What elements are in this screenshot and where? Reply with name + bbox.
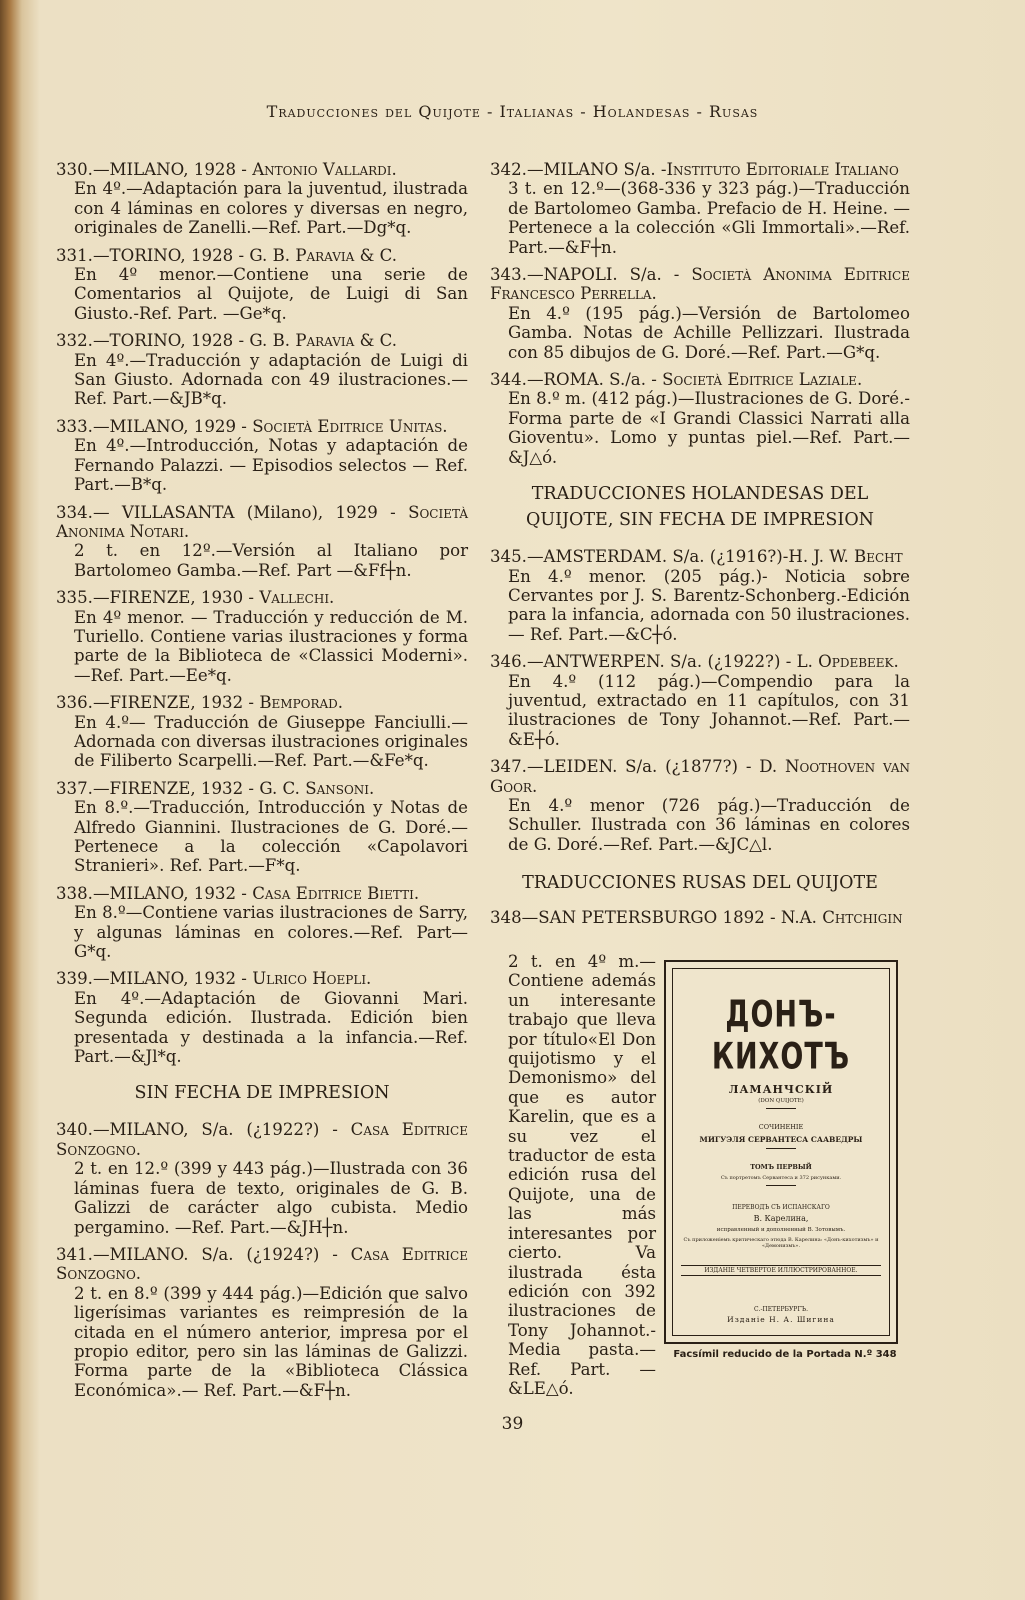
entry-heading-line (56, 1245, 468, 1284)
entry-heading: 340.—MILANO, S/a. (¿1922?) - (56, 1120, 351, 1140)
publisher-name: Casa Editrice Bietti. (252, 883, 420, 903)
entry-heading: 333.—MILANO, 1929 - (56, 416, 253, 436)
left-column (56, 160, 468, 1408)
entry-body: En 8.º.—Traducción, Introducción y Notas de Alfredo Giannini. Ilustraciones de G. Doré.— Pertenece a la colección «Capolavori Stranieri». Ref. Part.—F*q. (74, 798, 468, 876)
section-heading-holandesas: TRADUCCIONES HOLANDESAS DEL QUIJOTE, SIN FECHA DE IMPRESION (526, 484, 874, 531)
entry-heading-line (56, 331, 468, 350)
entry-heading: 338.—MILANO, 1932 - (56, 883, 253, 903)
catalog-entry (56, 1120, 468, 1236)
entry-heading-line (56, 503, 468, 542)
facsimile-city: С.-ПЕТЕРБУРГЪ. (754, 1306, 808, 1313)
entry-heading-line (490, 757, 910, 796)
catalog-entry (56, 779, 468, 876)
entry-heading-line (56, 246, 468, 265)
entry-heading: 346.—ANTWERPEN. S/a. (¿1922?) - L. (490, 652, 819, 672)
entry-heading: 334.— VILLASANTA (Milano), 1929 - (56, 502, 409, 522)
entry-body: En 4.º (112 pág.)—Compendio para la juventud, extractado en 11 capítulos, con 31 ilustraciones de Tony Johannot.—Ref. Part.—&E┼ó. (508, 671, 910, 749)
entry-heading-line (490, 265, 910, 304)
entry-heading-line (490, 547, 910, 566)
publisher-name: Chtchigin (822, 908, 903, 928)
catalog-entry (56, 969, 468, 1066)
publisher-name: Becht (854, 547, 903, 567)
facsimile-subtitle: ЛАМАНЧСКІЙ (728, 1083, 834, 1096)
catalog-entry (490, 652, 910, 749)
facsimile-sochinenie: СОЧИНЕНІЕ (758, 1123, 804, 1131)
catalog-entry (490, 160, 910, 257)
entry-heading: 345.—AMSTERDAM. S/a. (¿1916?)-H. J. W. (490, 547, 854, 567)
entry-body: En 8.º m. (412 pág.)—Ilustraciones de G. Doré.- Forma parte de «I Grandi Classici Narrati alla Gioventu». Lomo y puntas piel.—Ref. Part.— &J△ó. (508, 389, 910, 467)
publisher-name: Antonio Vallardi. (252, 160, 397, 179)
entry-heading: 347.—LEIDEN. S/a. (¿1877?) - D. (490, 757, 785, 777)
publisher-name: G. B. Paravia & C. (249, 245, 398, 265)
facsimile-tome-note: Съ портретомъ Сервантеса и 372 рисунками. (720, 1175, 842, 1181)
catalog-entry (490, 265, 910, 362)
entry-heading-line (56, 969, 468, 988)
page-header: Traducciones del Quijote - Italianas - Holandesas - Rusas (266, 102, 759, 121)
publisher-name: Società Editrice Laziale. (662, 370, 863, 390)
catalog-entry (490, 547, 910, 644)
publisher-name: Casa Editrice Sonzogno. (56, 1244, 468, 1284)
entry-348-heading (490, 908, 910, 927)
entry-heading-line (56, 417, 468, 436)
divider (766, 1185, 796, 1186)
entry-body: En 4º.—Traducción y adaptación de Luigi di San Giusto. Adornada con 49 ilustraciones.— Ref. Part.—&JB*q. (74, 350, 468, 409)
entry-heading-line (56, 779, 468, 798)
entry-heading: 342.—MILANO S/a. - (490, 160, 667, 179)
entry-heading-line (490, 370, 910, 389)
facsimile-title-page (664, 960, 898, 1344)
catalog-entry (56, 588, 468, 685)
entry-body: En 4º.—Introducción, Notas y adaptación de Fernando Palazzi. — Episodios selectos — Ref. Part.—B*q. (74, 436, 468, 495)
entry-heading: 337.—FIRENZE, 1932 - (56, 778, 260, 798)
catalog-entry (56, 160, 468, 238)
publisher-name: Instituto Editoriale Italiano (666, 160, 899, 179)
entry-heading: 332.—TORINO, 1928 - (56, 331, 250, 351)
facsimile-tome: ТОМЪ ПЕРВЫЙ (750, 1163, 812, 1171)
entry-body: En 4º menor.—Contiene una serie de Comentarios al Quijote, de Luigi di San Giusto.-Ref. Part. —Ge*q. (74, 265, 468, 323)
entry-heading-line (490, 652, 910, 671)
publisher-name: Società Anonima Editrice Francesco Perrella. (490, 265, 910, 304)
entry-body: En 4º.—Adaptación para la juventud, ilustrada con 4 láminas en colores y diversas en negro, originales de Zanelli.—Ref. Part.—Dg*q. (74, 179, 468, 238)
facsimile-publisher: Изданіе Н. А. Шигина (727, 1315, 835, 1324)
entry-heading: 348—SAN PETERSBURGO 1892 - N.A. (490, 908, 823, 928)
publisher-name: G. C. Sansoni. (259, 778, 375, 798)
publisher-name: Società Editrice Unitas. (252, 416, 448, 436)
entry-body: 2 t. en 8.º (399 y 444 pág.)—Edición que salvo ligerísimas variantes es reimpresión de la citada en el número anterior, impresa por el propio editor, pero sin las láminas de Galizzi. Forma parte de la «Biblioteca Clássica Económica».— Ref. Part.—&F┼n. (74, 1283, 468, 1400)
catalog-entry (490, 370, 910, 467)
entry-body: 3 t. en 12.º—(368-336 y 323 pág.)—Traducción de Bartolomeo Gamba. Prefacio de H. Heine. — Pertenece a la colección «Gli Immortali».—Ref. Part.—&F┼n. (508, 179, 910, 257)
catalog-entry (56, 246, 468, 324)
entry-heading: 335.—FIRENZE, 1930 - (56, 588, 260, 608)
entry-heading-line (56, 1120, 468, 1159)
publisher-name: Casa Editrice Sonzogno. (56, 1120, 468, 1159)
entry-body: En 4.º menor. (205 pág.)- Noticia sobre Cervantes por J. S. Barentz-Schonberg.-Edición para la infancia, adornada con 50 ilustraciones.— Ref. Part.—&C┼ó. (508, 566, 910, 644)
catalog-entry (490, 757, 910, 854)
entry-body: En 8.º—Contiene varias ilustraciones de Sarry, y algunas láminas en colores.—Ref. Part— G*q. (74, 903, 468, 962)
entry-body: En 4º menor. — Traducción y reducción de M. Turiello. Contiene varias ilustraciones y forma parte de la Biblioteca de «Classici Moderni». —Ref. Part.—Ee*q. (74, 607, 468, 685)
publisher-name: G. B. Paravia & C. (249, 331, 398, 351)
publisher-name: Società Anonima Notari. (56, 502, 468, 541)
facsimile-title: ДОНЪ-КИХОТЪ (711, 994, 851, 1078)
entry-heading-line (490, 160, 910, 179)
section-heading-rusas: TRADUCCIONES RUSAS DEL QUIJOTE (522, 873, 878, 894)
entry-body: 2 t. en 12º.—Versión al Italiano por Bartolomeo Gamba.—Ref. Part —&Ff┼n. (74, 541, 468, 580)
facsimile-translation: ПЕРЕВОДЪ СЪ ИСПАНСКАГО (732, 1204, 830, 1211)
facsimile-appendix: Съ приложеніемъ критическаго этюда В. Карелина: «Донъ-кихотизмъ» и «Демонизмъ». (683, 1237, 879, 1249)
publisher-name: Vallechi. (259, 588, 335, 608)
catalog-entry (56, 693, 468, 771)
catalog-entry (56, 417, 468, 495)
entry-heading: 330.—MILANO, 1928 - (56, 160, 253, 179)
entry-heading-line (56, 160, 468, 179)
publisher-name: Bemporad. (259, 693, 344, 713)
entry-heading: 343.—NAPOLI. S/a. - (490, 265, 692, 285)
entry-heading: 336.—FIRENZE, 1932 - (56, 693, 260, 713)
entry-348-body (508, 952, 656, 1398)
entry-heading-line (56, 693, 468, 712)
publisher-name: Noothoven van Goor. (490, 757, 910, 796)
facsimile-caption: Facsímil reducido de la Portada N.º 348 (673, 1349, 897, 1360)
entry-body: 2 t. en 4º m.— Contiene además un interesante trabajo que lleva por título«El Don quijotismo y el Demonismo» del que es autor Karelin, que es a su vez el traductor de esta edición rusa del Quijote, una de las más interesantes por cierto. Va ilustrada ésta edición con 392 ilustraciones de Tony Johannot.- Media pasta.—Ref. Part. —&LE△ó. (508, 952, 656, 1398)
right-column (490, 160, 910, 936)
entry-heading: 339.—MILANO, 1932 - (56, 969, 253, 989)
divider (766, 1108, 796, 1109)
entry-heading-line (56, 884, 468, 903)
entry-body: En 4.º menor (726 pág.)—Traducción de Schuller. Ilustrada con 36 láminas en colores de G. Doré.—Ref. Part.—&JC△l. (508, 795, 910, 854)
catalog-entry (56, 1245, 468, 1400)
catalog-entry (56, 503, 468, 581)
entry-body: En 4º.—Adaptación de Giovanni Mari. Segunda edición. Ilustrada. Edición bien presentada y destinada a la infancia.—Ref. Part.—&Jl*q. (74, 988, 468, 1067)
section-heading-sin-fecha: SIN FECHA DE IMPRESION (134, 1083, 390, 1104)
facsimile-edition: ИЗДАНІЕ ЧЕТВЕРТОЕ ИЛЛЮСТРИРОВАННОЕ. (681, 1265, 881, 1276)
catalog-entry (56, 331, 468, 409)
entry-body: En 4.º— Traducción de Giuseppe Fanciulli.— Adornada con diversas ilustraciones originales de Filiberto Scarpelli.—Ref. Part.—&Fe*q. (74, 712, 468, 771)
publisher-name: Opdebeek. (818, 652, 899, 672)
entry-body: 2 t. en 12.º (399 y 443 pág.)—Ilustrada con 36 láminas fuera de texto, originales de G. B. Galizzi de carácter algo cubista. Medio pergamino. —Ref. Part.—&JH┼n. (74, 1159, 468, 1237)
publisher-name: Ulrico Hoepli. (252, 969, 372, 989)
entry-heading-line (56, 588, 468, 607)
page-number: 39 (501, 1414, 524, 1434)
facsimile-frame (672, 968, 890, 1336)
entry-heading: 341.—MILANO. S/a. (¿1924?) - (56, 1244, 351, 1264)
entry-body: En 4.º (195 pág.)—Versión de Bartolomeo Gamba. Notas de Achille Pellizzari. Ilustrada con 85 dibujos de G. Doré.—Ref. Part.—G*q. (508, 303, 910, 362)
facsimile-author: МИГУЭЛЯ СЕРВАНТЕСА СААВЕДРЫ (699, 1135, 863, 1144)
divider (766, 1148, 796, 1149)
entry-heading: 344.—ROMA. S./a. - (490, 370, 663, 390)
catalog-entry (56, 884, 468, 962)
facsimile-translator: В. Карелина, (753, 1214, 809, 1223)
entry-heading: 331.—TORINO, 1928 - (56, 245, 250, 265)
facsimile-corrected: исправленный и дополненный В. Зотовымъ. (716, 1227, 846, 1233)
facsimile-subtitle-small: (DON QUIJOTE) (758, 1098, 804, 1104)
